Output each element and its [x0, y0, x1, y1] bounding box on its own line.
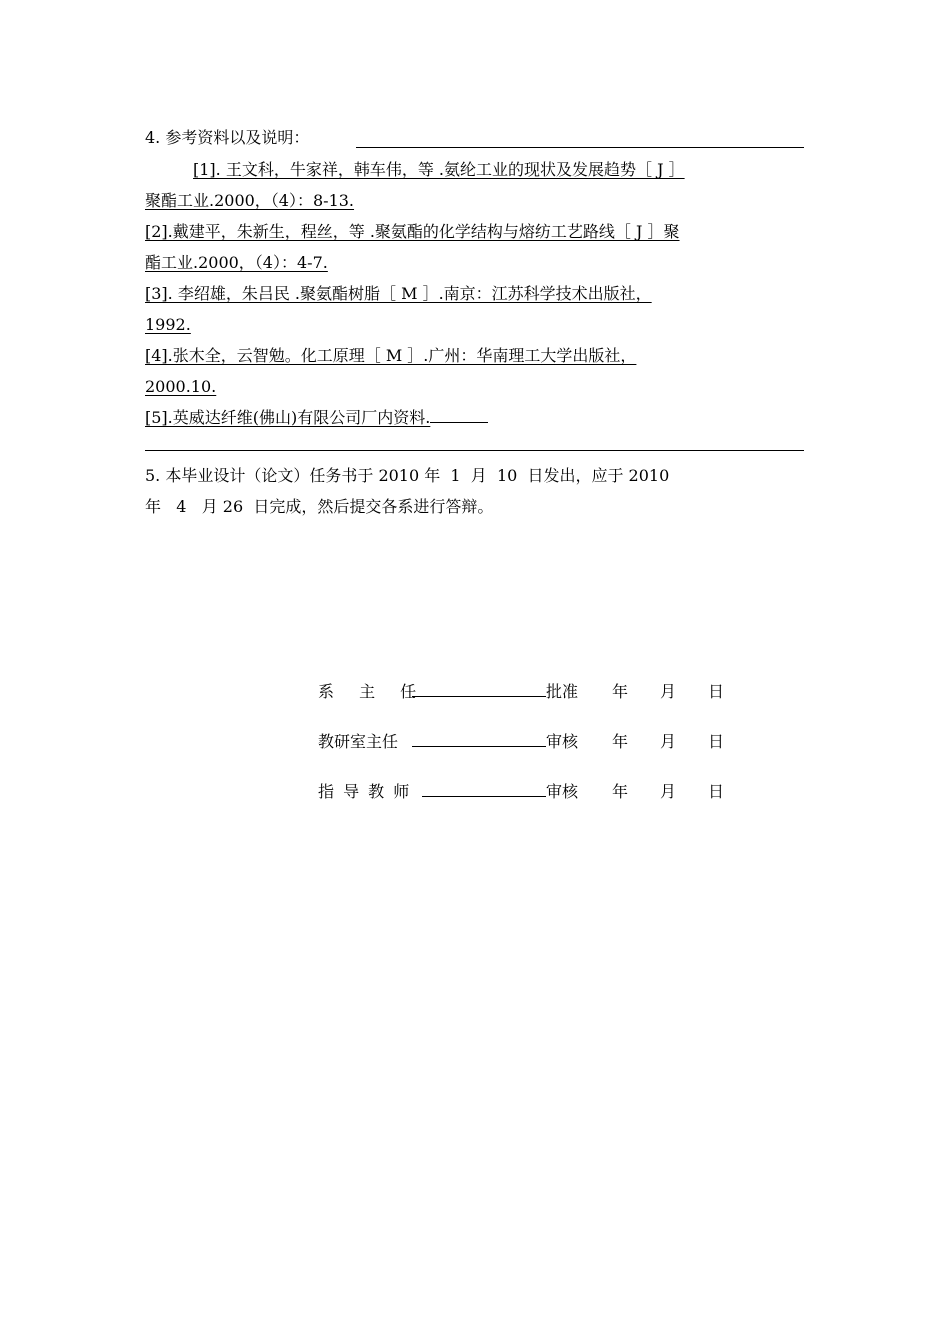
signature-role: 教研室主任 [318, 732, 399, 751]
reference-line: 1992. [145, 315, 191, 334]
date-day: 日 [708, 682, 725, 701]
section4-heading: 4. 参考资料以及说明： [145, 128, 310, 147]
reference-line: [1]. 王文科，牛家祥，韩车伟，等 .氨纶工业的现状及发展趋势［ J ］ [193, 160, 685, 179]
heading-underline [356, 147, 804, 148]
date-year: 年 [612, 732, 629, 751]
date-year: 年 [612, 682, 629, 701]
signature-blank [412, 678, 546, 697]
reference-line: [2].戴建平，朱新生，程丝，等 .聚氨酯的化学结构与熔纺工艺路线［ J ］聚 [145, 222, 680, 241]
reference-line: [4].张木全，云智勉。化工原理［ M ］.广州：华南理工大学出版社， [145, 346, 637, 365]
signature-blank [422, 778, 546, 797]
reference-line: [5].英威达纤维(佛山)有限公司厂内资料. [145, 408, 488, 428]
signature-action: 批准 [546, 682, 579, 701]
section5-line2: 年 4 月 26 日完成，然后提交各系进行答辩。 [145, 497, 494, 516]
signature-row [318, 678, 724, 703]
date-month: 月 [660, 732, 677, 751]
signature-action: 审核 [546, 732, 579, 751]
date-day: 日 [708, 732, 725, 751]
date-year: 年 [612, 782, 629, 801]
reference-line: 聚酯工业.2000，（4）：8-13. [145, 191, 355, 210]
signature-row [318, 778, 724, 803]
date-day: 日 [708, 782, 725, 801]
section-divider [145, 450, 804, 451]
section5-line1: 5. 本毕业设计（论文）任务书于 2010 年 1 月 10 日发出，应于 2010 [145, 466, 670, 485]
signature-action: 审核 [546, 782, 579, 801]
reference-line: 酯工业.2000，（4）：4-7. [145, 253, 328, 272]
signature-role: 指 导 教 师 [318, 782, 412, 801]
date-month: 月 [660, 682, 677, 701]
reference-line: 2000.10. [145, 377, 217, 396]
signature-blank [412, 728, 546, 747]
signature-role: 系 主 任 [318, 682, 427, 701]
signature-row [318, 728, 724, 753]
reference-line: [3]. 李绍雄，朱吕民 .聚氨酯树脂［ M ］.南京：江苏科学技术出版社， [145, 284, 652, 303]
date-month: 月 [660, 782, 677, 801]
